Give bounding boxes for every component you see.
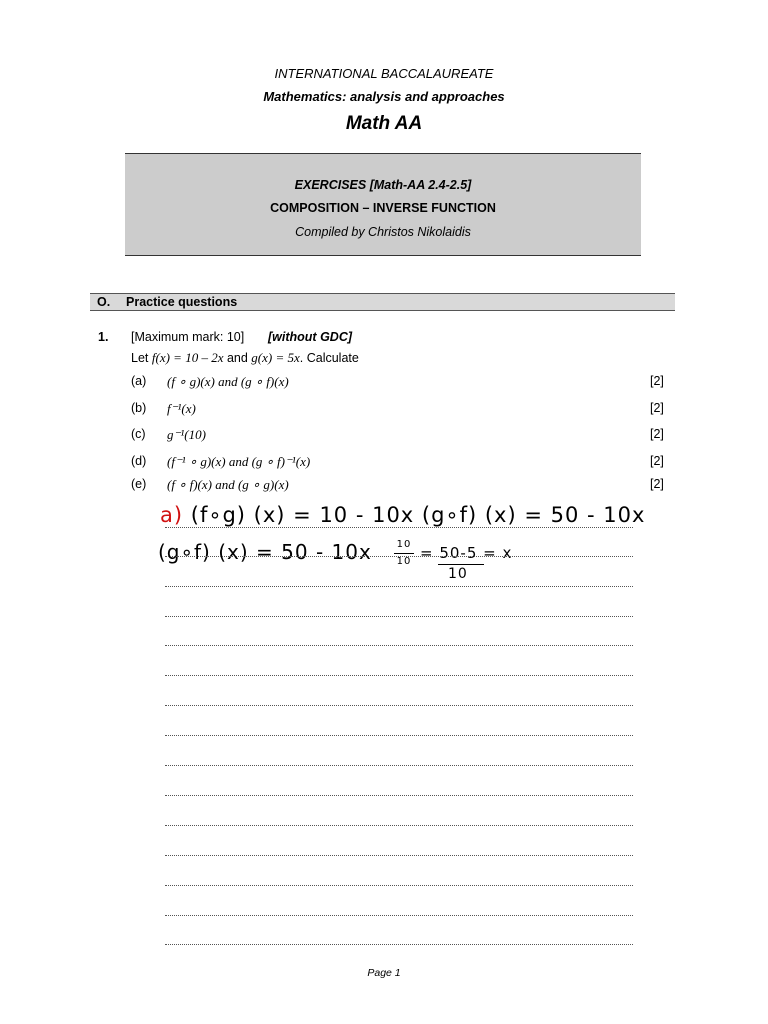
handwritten-text-1: (f∘g) (x) = 10 - 10x (g∘f) (x) = 50 - 10x (190, 503, 646, 527)
part-e-expression: (f ∘ f)(x) and (g ∘ g)(x) (167, 477, 289, 492)
question-gdc-note: [without GDC] (268, 330, 353, 344)
part-a-expression: (f ∘ g)(x) and (g ∘ f)(x) (167, 374, 289, 389)
part-c-expression: g⁻¹(10) (167, 427, 206, 442)
part-d-label: (d) (131, 454, 147, 468)
part-b-expression: f⁻¹(x) (167, 401, 196, 416)
question-statement (131, 350, 359, 366)
answer-line[interactable] (165, 855, 633, 856)
answer-line[interactable] (165, 735, 633, 736)
let-prefix: Let (131, 351, 149, 365)
question-max-mark: [Maximum mark: 10] (131, 330, 245, 344)
answer-line[interactable] (165, 616, 633, 617)
f-definition: f(x) = 10 – 2x (151, 350, 224, 365)
part-c-label: (c) (131, 427, 146, 441)
let-suffix: . Calculate (299, 351, 359, 365)
part-c-mark: [2] (650, 427, 664, 441)
answer-line[interactable] (165, 705, 633, 706)
part-d-expression: (f⁻¹ ∘ g)(x) and (g ∘ f)⁻¹(x) (167, 454, 311, 469)
handwritten-line-1 (160, 503, 645, 527)
answer-line[interactable] (165, 527, 633, 528)
topic-title: COMPOSITION – INVERSE FUNCTION (270, 201, 496, 215)
question-number: 1. (98, 330, 109, 344)
part-b-mark: [2] (650, 401, 664, 415)
part-a-mark: [2] (650, 374, 664, 388)
handwritten-line-2: (g∘f) (x) = 50 - 10x (158, 540, 372, 564)
answer-line[interactable] (165, 825, 633, 826)
section-number: O. (97, 295, 111, 309)
handwritten-fraction-rest-denominator: 10 (448, 566, 468, 582)
header-ib: INTERNATIONAL BACCALAUREATE (274, 66, 494, 81)
answer-line[interactable] (165, 795, 633, 796)
part-b-label: (b) (131, 401, 147, 415)
part-d-mark: [2] (650, 454, 664, 468)
author-credit: Compiled by Christos Nikolaidis (295, 225, 471, 239)
section-title: Practice questions (126, 295, 238, 309)
header-subject: Mathematics: analysis and approaches (263, 89, 505, 104)
part-e-label: (e) (131, 477, 147, 491)
handwritten-fraction-denominator: 10 (396, 556, 412, 567)
answer-line[interactable] (165, 645, 633, 646)
answer-line[interactable] (165, 885, 633, 886)
answer-line[interactable] (165, 675, 633, 676)
and-word: and (226, 351, 248, 365)
page-title: Math AA (345, 113, 423, 134)
section-header (90, 293, 675, 311)
answer-line[interactable] (165, 556, 633, 557)
handwritten-fraction-rest: = 50-5 = x (420, 544, 513, 562)
handwritten-fraction-bar (394, 553, 414, 554)
part-e-mark: [2] (650, 477, 664, 491)
answer-line[interactable] (165, 944, 633, 945)
answer-line[interactable] (165, 586, 633, 587)
g-definition: g(x) = 5x (251, 350, 300, 365)
exercise-title: EXERCISES [Math-AA 2.4-2.5] (294, 178, 472, 192)
answer-line[interactable] (165, 915, 633, 916)
page-number: Page 1 (367, 967, 401, 979)
handwritten-fraction-bar-2 (438, 564, 484, 565)
handwritten-fraction-numerator: 10 (396, 539, 412, 550)
answer-line[interactable] (165, 765, 633, 766)
title-box (125, 153, 641, 256)
part-a-label: (a) (131, 374, 147, 388)
handwritten-part-label: a) (160, 503, 184, 527)
